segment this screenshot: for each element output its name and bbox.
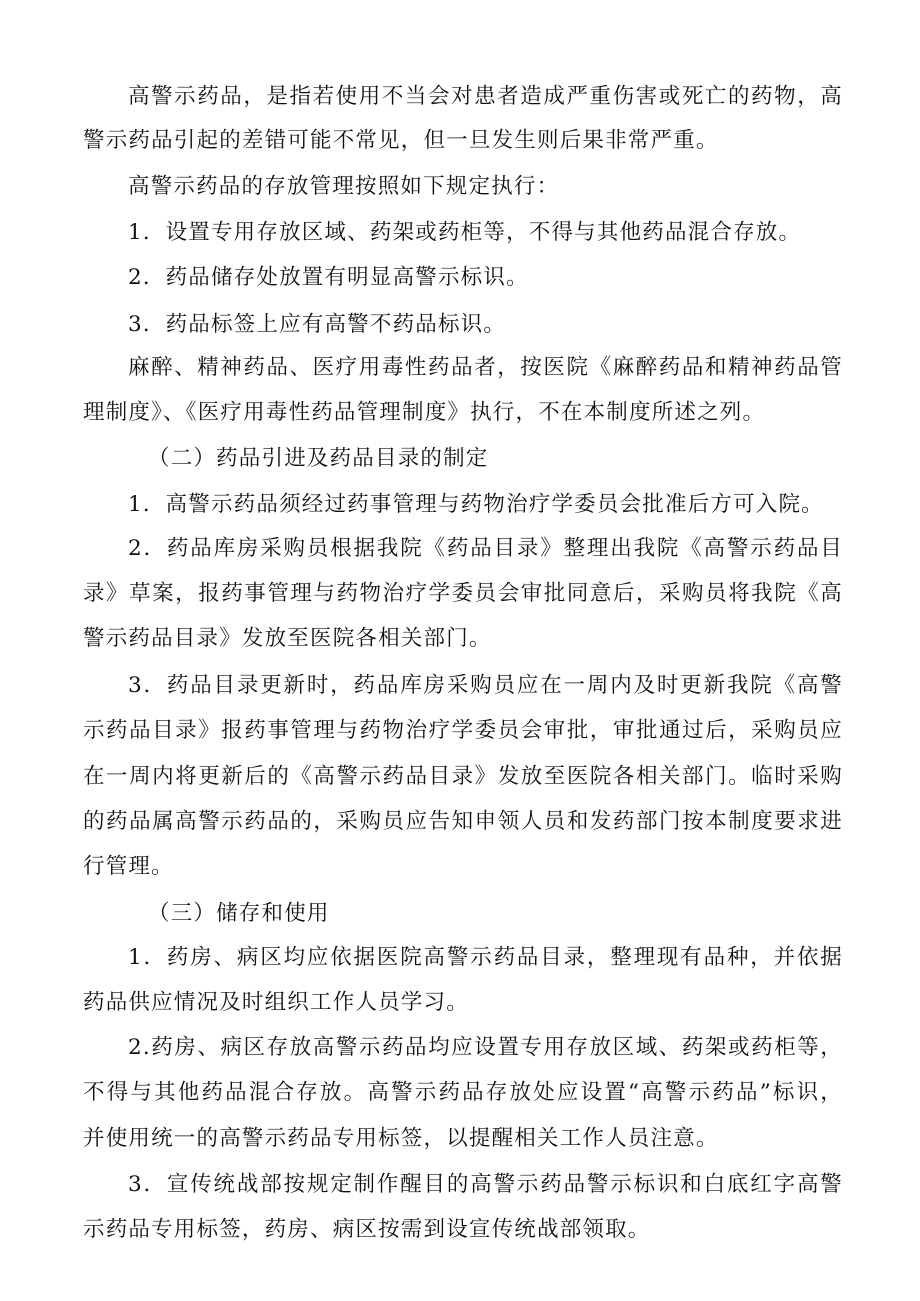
list-item: 1．高警示药品须经过药事管理与药物治疗学委员会批准后方可入院。	[128, 492, 824, 517]
list-item: 3．宣传统战部按规定制作醒目的高警示药品警示标识和白底红字高警	[128, 1172, 843, 1197]
paragraph-line: 警示药品引起的差错可能不常见，但一旦发生则后果非常严重。	[83, 128, 719, 153]
paragraph-line: 在一周内将更新后的《高警示药品目录》发放至医院各相关部门。临时采购	[83, 764, 843, 789]
section-heading: （二）药品引进及药品目录的制定	[148, 446, 489, 471]
list-item: 2．药品储存处放置有明显高警示标识。	[128, 265, 529, 290]
section-heading: （三）储存和使用	[148, 901, 330, 926]
paragraph-line: 理制度》、《医疗用毒性药品管理制度》执行，不在本制度所述之列。	[83, 400, 766, 425]
paragraph-line: 的药品属高警示药品的，采购员应告知申领人员和发药部门按本制度要求进	[83, 809, 843, 834]
list-item: 2．药品库房采购员根据我院《药品目录》整理出我院《高警示药品目	[128, 536, 843, 561]
paragraph-line: 不得与其他药品混合存放。高警示药品存放处应设置“高警示药品”标识，	[83, 1080, 843, 1105]
list-item: 1．药房、病区均应依据医院高警示药品目录，整理现有品种，并依据	[128, 945, 843, 970]
paragraph-line: 高警示药品，是指若使用不当会对患者造成严重伤害或死亡的药物，高	[128, 84, 843, 109]
paragraph-line: 示药品专用标签，药房、病区按需到设宣传统战部领取。	[83, 1217, 651, 1242]
paragraph-line: 行管理。	[83, 854, 174, 879]
list-item: 1．设置专用存放区域、药架或药柜等，不得与其他药品混合存放。	[128, 220, 802, 245]
paragraph-line: 示药品目录》报药事管理与药物治疗学委员会审批，审批通过后，采购员应	[83, 718, 843, 743]
paragraph-line: 药品供应情况及时组织工作人员学习。	[83, 990, 469, 1015]
paragraph-line: 高警示药品的存放管理按照如下规定执行：	[128, 174, 560, 199]
paragraph-line: 警示药品目录》发放至医院各相关部门。	[83, 626, 492, 651]
paragraph-line: 并使用统一的高警示药品专用标签，以提醒相关工作人员注意。	[83, 1126, 719, 1151]
paragraph-line: 录》草案，报药事管理与药物治疗学委员会审批同意后，采购员将我院《高	[83, 581, 843, 606]
list-item: 3．药品目录更新时，药品库房采购员应在一周内及时更新我院《高警	[128, 673, 843, 698]
list-item: 2.药房、病区存放高警示药品均应设置专用存放区域、药架或药柜等，	[128, 1035, 843, 1060]
paragraph-line: 麻醉、精神药品、医疗用毒性药品者，按医院《麻醉药品和精神药品管	[128, 355, 843, 380]
list-item: 3．药品标签上应有高警不药品标识。	[128, 312, 507, 337]
